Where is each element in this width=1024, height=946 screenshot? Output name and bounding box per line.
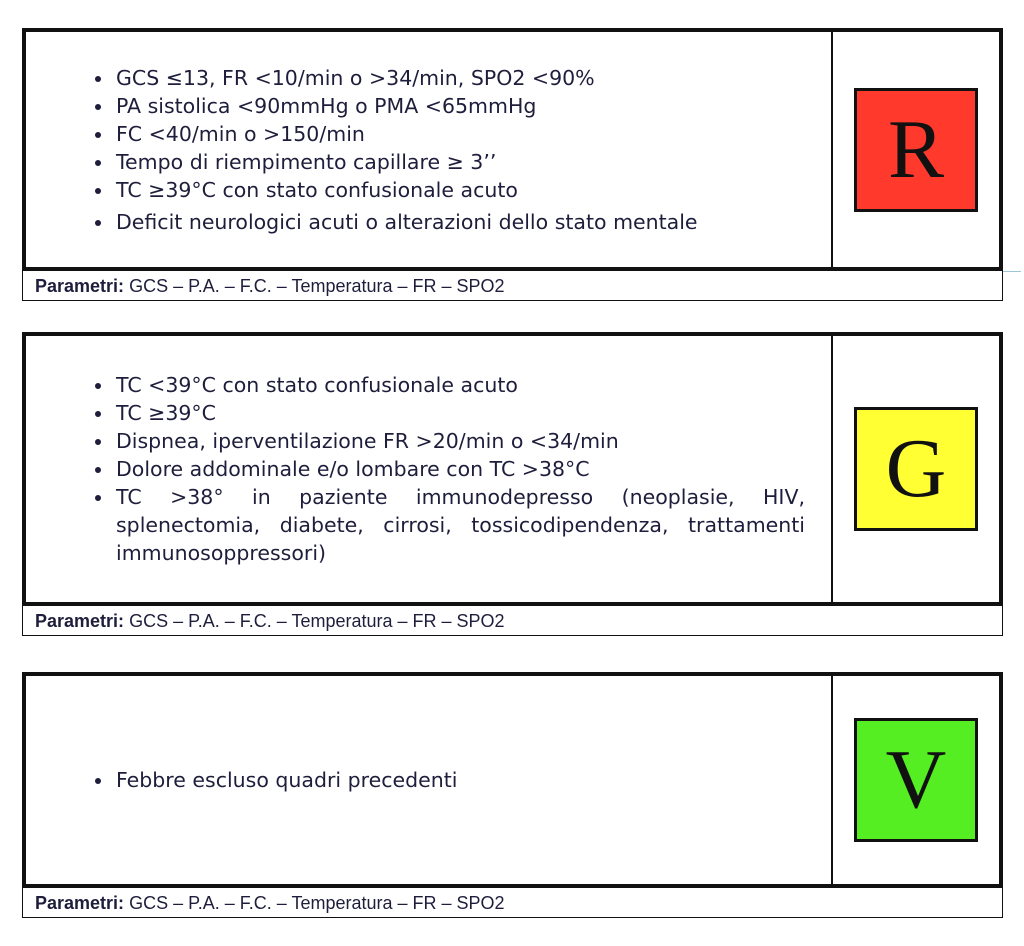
list-item: • FC <40/min o >150/min	[114, 120, 698, 148]
triage-block-yellow	[22, 332, 1003, 636]
criteria-list	[74, 371, 805, 567]
parameters-line	[22, 606, 1003, 636]
triage-block-red	[22, 28, 1003, 301]
parameters-line	[22, 888, 1003, 918]
parameters-value: GCS – P.A. – F.C. – Temperatura – FR – SPO2	[129, 611, 505, 631]
criteria-content	[26, 32, 833, 267]
criteria-content	[26, 336, 833, 602]
list-item: • Dolore addominale e/o lombare con TC >38°C	[114, 455, 805, 483]
list-item: • Deficit neurologici acuti o alterazioni dello stato mentale	[114, 208, 698, 236]
criteria-box	[22, 28, 1003, 271]
parameters-value: GCS – P.A. – F.C. – Temperatura – FR – SPO2	[129, 893, 505, 913]
criteria-box	[22, 672, 1003, 888]
parameters-label: Parametri:	[35, 276, 125, 296]
criteria-box	[22, 332, 1003, 606]
margin-tick	[1003, 271, 1021, 272]
parameters-line	[22, 271, 1003, 301]
triage-block-green	[22, 672, 1003, 918]
parameters-value: GCS – P.A. – F.C. – Temperatura – FR – SPO2	[129, 276, 505, 296]
list-item: • Tempo di riempimento capillare ≥ 3’’	[114, 148, 698, 176]
list-item: • Febbre escluso quadri precedenti	[114, 766, 457, 794]
criteria-list	[74, 64, 698, 236]
code-badge-yellow: G	[854, 407, 978, 531]
badge-cell	[833, 32, 999, 267]
code-badge-red: R	[854, 88, 978, 212]
code-badge-green: V	[854, 718, 978, 842]
list-item: • GCS ≤13, FR <10/min o >34/min, SPO2 <90%	[114, 64, 698, 92]
badge-cell	[833, 336, 999, 602]
criteria-content	[26, 676, 833, 884]
list-item: • TC ≥39°C con stato confusionale acuto	[114, 176, 698, 204]
list-item: • TC ≥39°C	[114, 399, 805, 427]
list-item: • Dispnea, iperventilazione FR >20/min o <34/min	[114, 427, 805, 455]
parameters-label: Parametri:	[35, 611, 125, 631]
criteria-list	[74, 766, 457, 794]
list-item: • TC >38° in paziente immunodepresso (neoplasie, HIV, splenectomia, diabete, cirrosi, tossicodipendenza, trattamenti immunosoppressori)	[114, 483, 805, 567]
list-item: • TC <39°C con stato confusionale acuto	[114, 371, 805, 399]
parameters-label: Parametri:	[35, 893, 125, 913]
list-item: • PA sistolica <90mmHg o PMA <65mmHg	[114, 92, 698, 120]
badge-cell	[833, 676, 999, 884]
